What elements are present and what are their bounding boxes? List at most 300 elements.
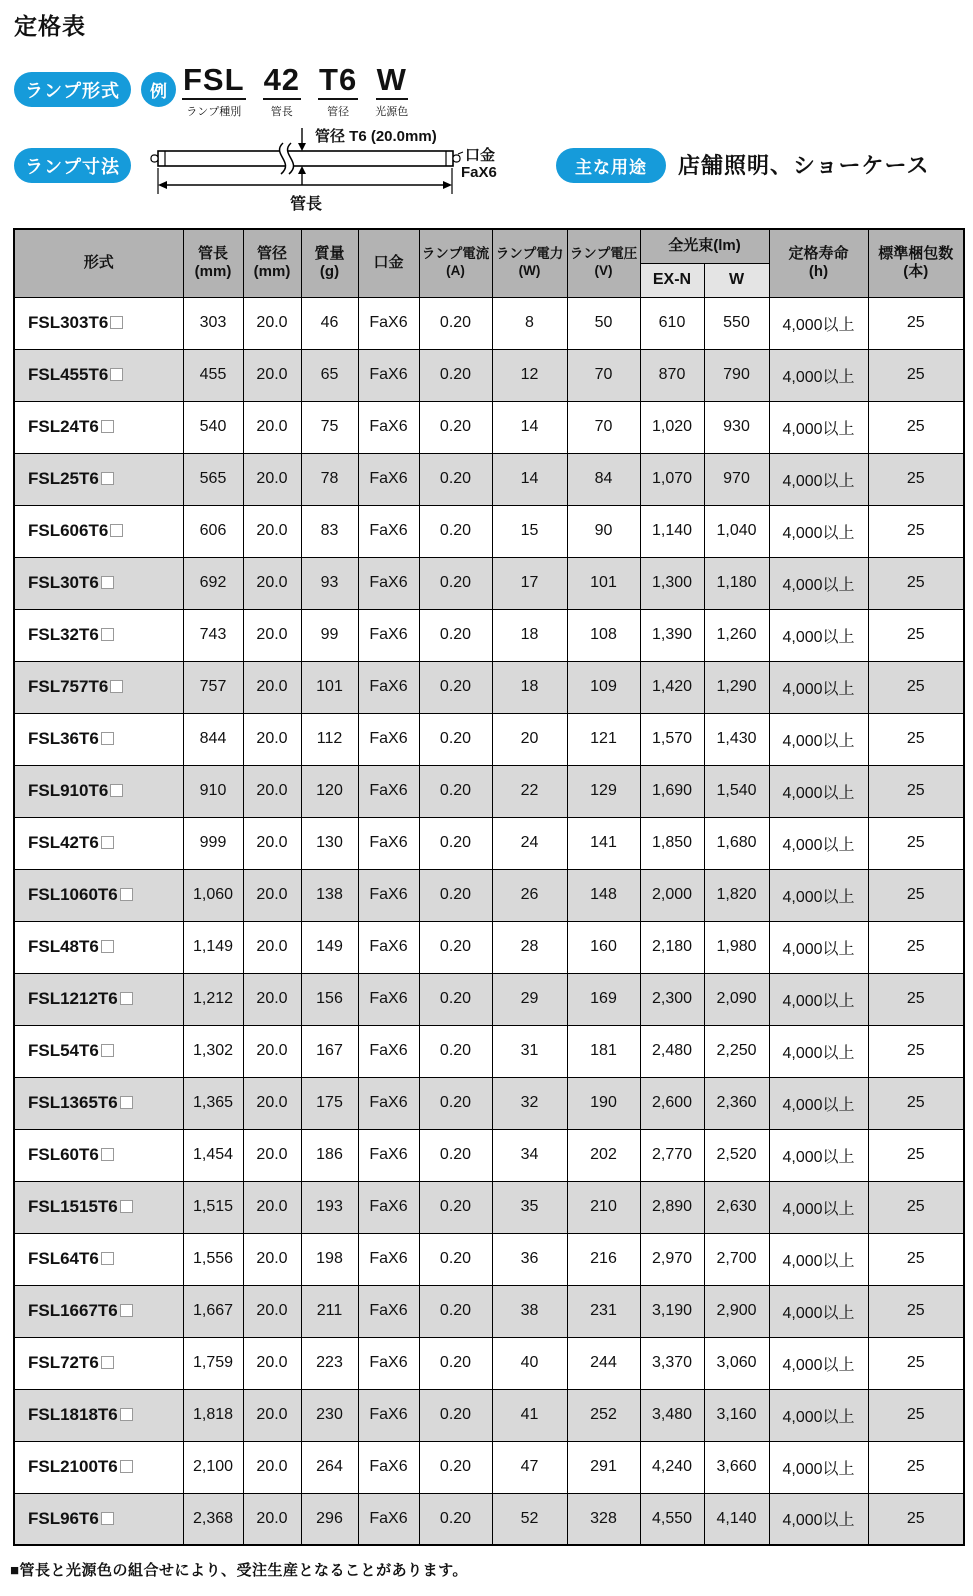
table-row (14, 817, 964, 869)
cell-life: 4,000以上 (769, 1285, 868, 1337)
formula-label: ランプ種別 (186, 106, 242, 118)
cell-base: FaX6 (358, 557, 419, 609)
col-header-flux: 全光束(lm) (640, 229, 769, 263)
page-header (0, 0, 973, 228)
cell-pack: 25 (868, 1025, 964, 1077)
cell-diameter: 20.0 (243, 1129, 301, 1181)
table-row (14, 1441, 964, 1493)
cell-diameter: 20.0 (243, 1493, 301, 1545)
cell-flux-w: 1,680 (704, 817, 769, 869)
cell-diameter: 20.0 (243, 765, 301, 817)
formula-code: W (376, 64, 408, 100)
col-header-base: 口金 (358, 229, 419, 297)
color-code-placeholder-box (101, 1512, 114, 1525)
cell-flux-w: 2,700 (704, 1233, 769, 1285)
cell-power: 26 (492, 869, 567, 921)
cell-model: FSL48T6 (14, 921, 183, 973)
table-row (14, 1181, 964, 1233)
cell-base: FaX6 (358, 973, 419, 1025)
cell-flux-w: 3,160 (704, 1389, 769, 1441)
cell-flux-exn: 2,770 (640, 1129, 704, 1181)
cell-model: FSL54T6 (14, 1025, 183, 1077)
table-row (14, 661, 964, 713)
cell-mass: 223 (301, 1337, 358, 1389)
cell-life: 4,000以上 (769, 817, 868, 869)
table-row (14, 1025, 964, 1077)
color-code-placeholder-box (101, 472, 114, 485)
diameter-label: 管径 T6 (20.0mm) (315, 128, 437, 145)
cell-mass: 78 (301, 453, 358, 505)
footnote: ■管長と光源色の組合せにより、受注生産となることがあります。 (10, 1562, 468, 1579)
cell-length: 1,515 (183, 1181, 243, 1233)
rating-table-header (14, 229, 964, 297)
cell-flux-exn: 870 (640, 349, 704, 401)
cell-diameter: 20.0 (243, 1389, 301, 1441)
table-row (14, 297, 964, 349)
cell-flux-w: 3,660 (704, 1441, 769, 1493)
cell-length: 540 (183, 401, 243, 453)
cell-life: 4,000以上 (769, 297, 868, 349)
color-code-placeholder-box (110, 784, 123, 797)
cell-current: 0.20 (419, 921, 492, 973)
cell-pack: 25 (868, 1233, 964, 1285)
cell-pack: 25 (868, 349, 964, 401)
cell-current: 0.20 (419, 1233, 492, 1285)
cell-voltage: 252 (567, 1389, 640, 1441)
cell-diameter: 20.0 (243, 1181, 301, 1233)
page-title: 定格表 (14, 13, 86, 39)
color-code-placeholder-box (120, 888, 133, 901)
cell-pack: 25 (868, 973, 964, 1025)
cell-flux-exn: 1,070 (640, 453, 704, 505)
cell-power: 24 (492, 817, 567, 869)
cell-length: 303 (183, 297, 243, 349)
color-code-placeholder-box (101, 1356, 114, 1369)
color-code-placeholder-box (101, 420, 114, 433)
example-badge: 例 (141, 72, 176, 107)
cell-current: 0.20 (419, 609, 492, 661)
table-row (14, 1077, 964, 1129)
cell-pack: 25 (868, 1129, 964, 1181)
cell-flux-w: 1,980 (704, 921, 769, 973)
cell-voltage: 101 (567, 557, 640, 609)
formula-code: FSL (182, 64, 246, 100)
cell-model: FSL303T6 (14, 297, 183, 349)
cell-length: 743 (183, 609, 243, 661)
cell-mass: 211 (301, 1285, 358, 1337)
table-row (14, 713, 964, 765)
cell-mass: 99 (301, 609, 358, 661)
color-code-placeholder-box (120, 992, 133, 1005)
cell-base: FaX6 (358, 765, 419, 817)
cell-base: FaX6 (358, 1233, 419, 1285)
cell-life: 4,000以上 (769, 973, 868, 1025)
rating-table-body (14, 297, 964, 1545)
cell-model: FSL24T6 (14, 401, 183, 453)
cell-diameter: 20.0 (243, 505, 301, 557)
cell-flux-exn: 2,970 (640, 1233, 704, 1285)
cell-mass: 186 (301, 1129, 358, 1181)
cell-model: FSL455T6 (14, 349, 183, 401)
cell-power: 52 (492, 1493, 567, 1545)
cell-life: 4,000以上 (769, 557, 868, 609)
cell-diameter: 20.0 (243, 297, 301, 349)
cell-length: 1,212 (183, 973, 243, 1025)
cell-current: 0.20 (419, 1129, 492, 1181)
cell-flux-exn: 2,300 (640, 973, 704, 1025)
cell-base: FaX6 (358, 1493, 419, 1545)
color-code-placeholder-box (101, 1044, 114, 1057)
cell-length: 1,818 (183, 1389, 243, 1441)
cell-mass: 149 (301, 921, 358, 973)
cell-base: FaX6 (358, 1077, 419, 1129)
cell-pack: 25 (868, 1493, 964, 1545)
col-header-voltage: ランプ電圧 (V) (567, 229, 640, 297)
cell-current: 0.20 (419, 973, 492, 1025)
table-row (14, 1285, 964, 1337)
cell-pack: 25 (868, 297, 964, 349)
color-code-placeholder-box (101, 836, 114, 849)
diameter-arrow-down (298, 143, 306, 151)
base-label-line2: FaX6 (461, 164, 497, 181)
cell-flux-exn: 2,180 (640, 921, 704, 973)
col-header-mass: 質量 (g) (301, 229, 358, 297)
cell-mass: 138 (301, 869, 358, 921)
cell-diameter: 20.0 (243, 1025, 301, 1077)
cell-base: FaX6 (358, 453, 419, 505)
cell-base: FaX6 (358, 1441, 419, 1493)
cell-diameter: 20.0 (243, 1441, 301, 1493)
length-label: 管長 (290, 196, 323, 213)
cell-base: FaX6 (358, 713, 419, 765)
cell-length: 999 (183, 817, 243, 869)
cell-power: 29 (492, 973, 567, 1025)
cell-mass: 75 (301, 401, 358, 453)
color-code-placeholder-box (101, 732, 114, 745)
formula-part-type (182, 64, 246, 119)
col-header-current: ランプ電流 (A) (419, 229, 492, 297)
cell-current: 0.20 (419, 349, 492, 401)
cell-pack: 25 (868, 869, 964, 921)
formula-label: 光源色 (375, 106, 409, 118)
cell-flux-w: 1,430 (704, 713, 769, 765)
table-row (14, 349, 964, 401)
cell-diameter: 20.0 (243, 973, 301, 1025)
cell-mass: 296 (301, 1493, 358, 1545)
cell-current: 0.20 (419, 401, 492, 453)
cell-voltage: 328 (567, 1493, 640, 1545)
cell-current: 0.20 (419, 1181, 492, 1233)
cell-base: FaX6 (358, 297, 419, 349)
color-code-placeholder-box (101, 576, 114, 589)
table-row (14, 1493, 964, 1545)
cell-life: 4,000以上 (769, 1493, 868, 1545)
color-code-placeholder-box (120, 1408, 133, 1421)
cell-power: 31 (492, 1025, 567, 1077)
lamp-format-formula (182, 64, 408, 119)
cell-life: 4,000以上 (769, 921, 868, 973)
cell-current: 0.20 (419, 1077, 492, 1129)
cell-flux-w: 2,090 (704, 973, 769, 1025)
cell-flux-exn: 1,020 (640, 401, 704, 453)
cell-flux-w: 1,540 (704, 765, 769, 817)
cell-diameter: 20.0 (243, 557, 301, 609)
cell-life: 4,000以上 (769, 869, 868, 921)
base-label-line1: 口金 (465, 147, 496, 164)
cell-diameter: 20.0 (243, 453, 301, 505)
cell-flux-w: 2,250 (704, 1025, 769, 1077)
table-row (14, 1389, 964, 1441)
cell-flux-w: 550 (704, 297, 769, 349)
cell-voltage: 84 (567, 453, 640, 505)
cell-model: FSL757T6 (14, 661, 183, 713)
cell-voltage: 190 (567, 1077, 640, 1129)
cell-base: FaX6 (358, 817, 419, 869)
cell-pack: 25 (868, 713, 964, 765)
cell-flux-w: 2,630 (704, 1181, 769, 1233)
cell-voltage: 109 (567, 661, 640, 713)
cell-power: 35 (492, 1181, 567, 1233)
cell-current: 0.20 (419, 1493, 492, 1545)
cell-flux-exn: 1,300 (640, 557, 704, 609)
table-row (14, 921, 964, 973)
cell-life: 4,000以上 (769, 1441, 868, 1493)
cell-pack: 25 (868, 1285, 964, 1337)
cell-voltage: 70 (567, 401, 640, 453)
color-code-placeholder-box (110, 368, 123, 381)
cell-life: 4,000以上 (769, 453, 868, 505)
cell-model: FSL1060T6 (14, 869, 183, 921)
cell-diameter: 20.0 (243, 1233, 301, 1285)
cell-power: 22 (492, 765, 567, 817)
table-row (14, 557, 964, 609)
cell-voltage: 141 (567, 817, 640, 869)
cell-current: 0.20 (419, 557, 492, 609)
formula-part-diameter (318, 64, 358, 119)
length-arrow-right (443, 181, 452, 189)
cell-length: 606 (183, 505, 243, 557)
cell-current: 0.20 (419, 1389, 492, 1441)
cell-current: 0.20 (419, 1285, 492, 1337)
cell-pack: 25 (868, 609, 964, 661)
length-arrow-left (158, 181, 167, 189)
main-use-value: 店舗照明、ショーケース (678, 153, 930, 178)
cell-pack: 25 (868, 453, 964, 505)
color-code-placeholder-box (110, 524, 123, 537)
formula-label: 管径 (327, 106, 350, 118)
cell-voltage: 148 (567, 869, 640, 921)
table-row (14, 869, 964, 921)
cell-power: 47 (492, 1441, 567, 1493)
cell-pack: 25 (868, 1181, 964, 1233)
cell-life: 4,000以上 (769, 505, 868, 557)
cell-power: 41 (492, 1389, 567, 1441)
cell-flux-exn: 2,480 (640, 1025, 704, 1077)
cell-pack: 25 (868, 1337, 964, 1389)
formula-label: 管長 (270, 106, 293, 118)
cell-pack: 25 (868, 921, 964, 973)
cell-length: 1,302 (183, 1025, 243, 1077)
cell-life: 4,000以上 (769, 1025, 868, 1077)
cell-model: FSL30T6 (14, 557, 183, 609)
cell-length: 1,149 (183, 921, 243, 973)
cell-diameter: 20.0 (243, 349, 301, 401)
table-row (14, 1129, 964, 1181)
cell-length: 844 (183, 713, 243, 765)
cell-base: FaX6 (358, 1285, 419, 1337)
cell-power: 32 (492, 1077, 567, 1129)
col-header-model: 形式 (14, 229, 183, 297)
formula-code: 42 (263, 64, 301, 100)
cell-model: FSL25T6 (14, 453, 183, 505)
cell-base: FaX6 (358, 869, 419, 921)
cell-current: 0.20 (419, 505, 492, 557)
cell-power: 8 (492, 297, 567, 349)
cell-power: 15 (492, 505, 567, 557)
cell-model: FSL1212T6 (14, 973, 183, 1025)
cell-model: FSL36T6 (14, 713, 183, 765)
cell-diameter: 20.0 (243, 609, 301, 661)
cell-flux-exn: 3,190 (640, 1285, 704, 1337)
cell-flux-exn: 1,140 (640, 505, 704, 557)
cell-mass: 198 (301, 1233, 358, 1285)
cell-mass: 175 (301, 1077, 358, 1129)
table-row (14, 973, 964, 1025)
cell-flux-exn: 2,600 (640, 1077, 704, 1129)
rating-table (13, 228, 965, 1546)
cell-pack: 25 (868, 765, 964, 817)
cell-length: 1,667 (183, 1285, 243, 1337)
cell-model: FSL606T6 (14, 505, 183, 557)
table-row (14, 1233, 964, 1285)
cell-diameter: 20.0 (243, 1285, 301, 1337)
cell-current: 0.20 (419, 765, 492, 817)
cell-flux-exn: 1,390 (640, 609, 704, 661)
cell-model: FSL1515T6 (14, 1181, 183, 1233)
cell-life: 4,000以上 (769, 349, 868, 401)
cell-model: FSL60T6 (14, 1129, 183, 1181)
color-code-placeholder-box (110, 680, 123, 693)
cell-mass: 230 (301, 1389, 358, 1441)
color-code-placeholder-box (120, 1304, 133, 1317)
cell-mass: 65 (301, 349, 358, 401)
cell-diameter: 20.0 (243, 869, 301, 921)
cell-flux-w: 2,900 (704, 1285, 769, 1337)
cell-length: 1,060 (183, 869, 243, 921)
cell-power: 28 (492, 921, 567, 973)
cell-current: 0.20 (419, 817, 492, 869)
cell-voltage: 216 (567, 1233, 640, 1285)
cell-base: FaX6 (358, 1337, 419, 1389)
cell-power: 17 (492, 557, 567, 609)
formula-code: T6 (318, 64, 358, 100)
cell-pack: 25 (868, 401, 964, 453)
cell-model: FSL96T6 (14, 1493, 183, 1545)
cell-model: FSL2100T6 (14, 1441, 183, 1493)
cell-life: 4,000以上 (769, 1233, 868, 1285)
col-header-diameter: 管径 (mm) (243, 229, 301, 297)
cell-life: 4,000以上 (769, 401, 868, 453)
col-header-length: 管長 (mm) (183, 229, 243, 297)
color-code-placeholder-box (120, 1096, 133, 1109)
cell-power: 14 (492, 453, 567, 505)
formula-part-color (375, 64, 408, 119)
col-header-flux-exn: EX-N (640, 263, 704, 297)
cell-life: 4,000以上 (769, 609, 868, 661)
cell-base: FaX6 (358, 1129, 419, 1181)
cell-flux-exn: 1,850 (640, 817, 704, 869)
cell-diameter: 20.0 (243, 1337, 301, 1389)
cell-flux-w: 2,360 (704, 1077, 769, 1129)
cell-life: 4,000以上 (769, 1181, 868, 1233)
cell-current: 0.20 (419, 453, 492, 505)
cell-current: 0.20 (419, 869, 492, 921)
cell-length: 565 (183, 453, 243, 505)
cell-flux-exn: 610 (640, 297, 704, 349)
cell-length: 1,365 (183, 1077, 243, 1129)
cell-flux-w: 970 (704, 453, 769, 505)
lamp-dimensions-badge: ランプ寸法 (14, 148, 131, 183)
cell-flux-exn: 4,550 (640, 1493, 704, 1545)
cell-voltage: 210 (567, 1181, 640, 1233)
cell-length: 1,454 (183, 1129, 243, 1181)
cell-power: 18 (492, 661, 567, 713)
cell-flux-w: 1,040 (704, 505, 769, 557)
cell-power: 40 (492, 1337, 567, 1389)
cell-base: FaX6 (358, 1025, 419, 1077)
table-row (14, 505, 964, 557)
cell-pack: 25 (868, 817, 964, 869)
cell-mass: 93 (301, 557, 358, 609)
cell-flux-w: 1,290 (704, 661, 769, 713)
cell-diameter: 20.0 (243, 401, 301, 453)
cell-diameter: 20.0 (243, 661, 301, 713)
cell-voltage: 90 (567, 505, 640, 557)
cell-base: FaX6 (358, 921, 419, 973)
table-row (14, 609, 964, 661)
cell-diameter: 20.0 (243, 921, 301, 973)
color-code-placeholder-box (101, 1148, 114, 1161)
table-row (14, 453, 964, 505)
cell-flux-w: 790 (704, 349, 769, 401)
cell-model: FSL72T6 (14, 1337, 183, 1389)
lamp-dimension-diagram (140, 122, 520, 217)
cell-flux-w: 930 (704, 401, 769, 453)
cell-power: 36 (492, 1233, 567, 1285)
col-header-power: ランプ電力 (W) (492, 229, 567, 297)
cell-voltage: 121 (567, 713, 640, 765)
cell-length: 455 (183, 349, 243, 401)
cell-current: 0.20 (419, 1025, 492, 1077)
cell-diameter: 20.0 (243, 713, 301, 765)
cell-flux-w: 2,520 (704, 1129, 769, 1181)
cell-diameter: 20.0 (243, 817, 301, 869)
cell-voltage: 291 (567, 1441, 640, 1493)
cell-voltage: 244 (567, 1337, 640, 1389)
cell-current: 0.20 (419, 1441, 492, 1493)
cell-flux-w: 4,140 (704, 1493, 769, 1545)
diameter-arrow-up (298, 166, 306, 174)
cell-mass: 120 (301, 765, 358, 817)
table-row (14, 765, 964, 817)
lamp-tube (158, 151, 453, 166)
col-header-pack: 標準梱包数 (本) (868, 229, 964, 297)
cell-voltage: 181 (567, 1025, 640, 1077)
cell-model: FSL1667T6 (14, 1285, 183, 1337)
main-use-badge: 主な用途 (556, 148, 666, 183)
cell-voltage: 202 (567, 1129, 640, 1181)
cell-model: FSL910T6 (14, 765, 183, 817)
